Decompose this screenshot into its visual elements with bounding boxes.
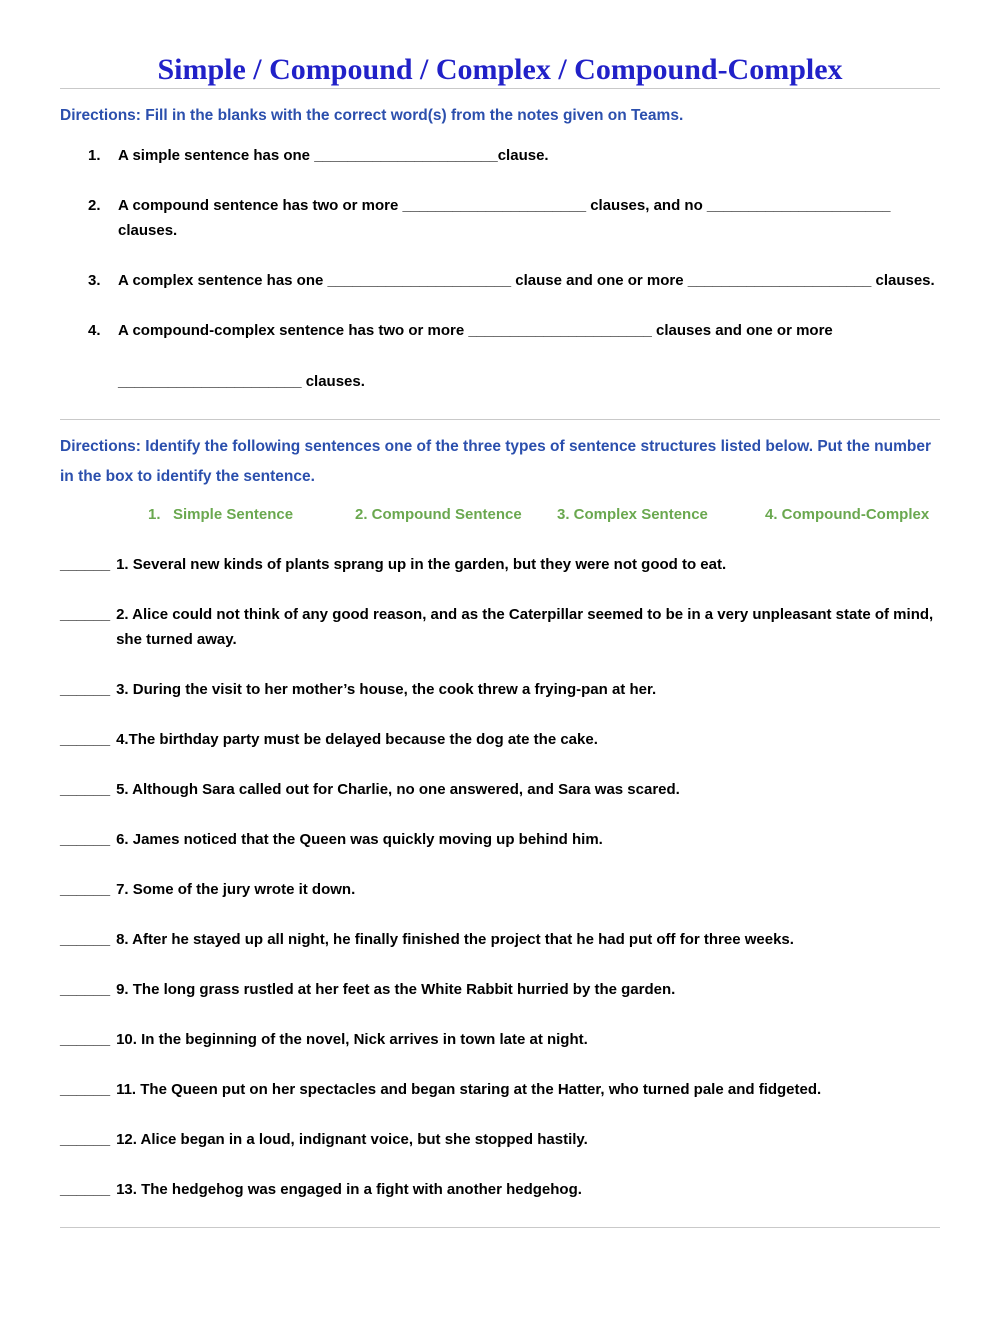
answer-blank[interactable]: ______ bbox=[60, 1131, 111, 1148]
answer-blank[interactable]: ______________________ bbox=[118, 373, 302, 390]
sentence-text: 7. Some of the jury wrote it down. bbox=[116, 881, 356, 898]
identify-item-6 bbox=[60, 827, 940, 852]
type-compound: 2. Compound Sentence bbox=[355, 506, 522, 523]
sentence-text: 4.The birthday party must be delayed because the dog ate the cake. bbox=[116, 731, 598, 748]
identify-directions: Directions: Identify the following sentences one of the three types of sentence structures listed below. Put the number in the box to identify the sentence. bbox=[60, 438, 932, 485]
answer-blank[interactable]: ______________________ bbox=[706, 197, 891, 214]
item-line-2 bbox=[118, 369, 940, 394]
identify-item-12 bbox=[60, 1127, 940, 1152]
sentence-text: 13. The hedgehog was engaged in a fight with another hedgehog. bbox=[116, 1181, 582, 1198]
answer-blank[interactable]: ______ bbox=[60, 556, 111, 573]
sentence-text: 5. Although Sara called out for Charlie, no one answered, and Sara was scared. bbox=[116, 781, 680, 798]
sentence-text: 2. Alice could not think of any good reason, and as the Caterpillar seemed to be in a very unpleasant state of mind, she turned away. bbox=[116, 606, 934, 648]
item-number: 1. bbox=[88, 147, 101, 164]
item-number: 3. bbox=[88, 272, 101, 289]
sentence-text: 10. In the beginning of the novel, Nick arrives in town late at night. bbox=[116, 1031, 588, 1048]
answer-blank[interactable]: ______________________ bbox=[687, 272, 872, 289]
type-complex: 3. Complex Sentence bbox=[557, 506, 708, 523]
sentence-text: 8. After he stayed up all night, he finally finished the project that he had put off for three weeks. bbox=[116, 931, 794, 948]
item-text bbox=[118, 143, 940, 168]
sentence-fragment: clauses. bbox=[871, 272, 935, 289]
identify-item-9 bbox=[60, 977, 940, 1002]
sentence-fragment: A complex sentence has one bbox=[118, 272, 328, 289]
item-line-1 bbox=[118, 318, 940, 343]
type-compound-complex: 4. Compound-Complex bbox=[765, 506, 930, 523]
sentence-text: 6. James noticed that the Queen was quickly moving up behind him. bbox=[116, 831, 603, 848]
item-line-2: clauses. bbox=[118, 222, 178, 239]
fill-item-1 bbox=[88, 143, 940, 168]
fill-item-4 bbox=[88, 318, 940, 394]
sentence-text: 1. Several new kinds of plants sprang up in the garden, but they were not good to eat. bbox=[116, 556, 727, 573]
type-simple: 1. Simple Sentence bbox=[148, 506, 294, 523]
answer-blank[interactable]: ______ bbox=[60, 881, 111, 898]
answer-blank[interactable]: ______ bbox=[60, 831, 111, 848]
identify-item-3 bbox=[60, 677, 940, 702]
answer-blank[interactable]: ______ bbox=[60, 731, 111, 748]
answer-blank[interactable]: ______ bbox=[60, 1081, 111, 1098]
worksheet-page bbox=[0, 52, 1000, 1228]
fill-item-2 bbox=[88, 193, 940, 243]
page-title: Simple / Compound / Complex / Compound-Complex bbox=[157, 53, 843, 86]
divider-middle bbox=[60, 419, 940, 420]
answer-blank[interactable]: ______________________ bbox=[314, 147, 498, 164]
fill-item-3 bbox=[88, 268, 940, 293]
sentence-fragment: clause. bbox=[497, 147, 549, 164]
identify-item-4 bbox=[60, 727, 940, 752]
item-text bbox=[118, 268, 940, 293]
identify-item-5 bbox=[60, 777, 940, 802]
item-text bbox=[118, 193, 940, 243]
answer-blank[interactable]: ______ bbox=[60, 1181, 111, 1198]
sentence-fragment: A compound sentence has two or more bbox=[118, 197, 403, 214]
sentence-fragment: clauses. bbox=[301, 373, 365, 390]
identify-item-11 bbox=[60, 1077, 940, 1102]
sentence-text: 11. The Queen put on her spectacles and began staring at the Hatter, who turned pale and fidgeted. bbox=[116, 1081, 822, 1098]
identify-item-7 bbox=[60, 877, 940, 902]
item-line-1 bbox=[118, 193, 940, 218]
item-text bbox=[118, 318, 940, 394]
sentence-fragment: clauses, and no bbox=[586, 197, 707, 214]
identify-item-8 bbox=[60, 927, 940, 952]
answer-blank[interactable]: ______ bbox=[60, 606, 111, 623]
answer-blank[interactable]: ______ bbox=[60, 681, 111, 698]
answer-blank[interactable]: ______________________ bbox=[402, 197, 587, 214]
answer-blank[interactable]: ______________________ bbox=[327, 272, 512, 289]
identify-item-2 bbox=[60, 602, 940, 652]
answer-blank[interactable]: ______ bbox=[60, 1031, 111, 1048]
identify-item-13 bbox=[60, 1177, 940, 1202]
fill-directions: Directions: Fill in the blanks with the correct word(s) from the notes given on Teams. bbox=[60, 107, 684, 124]
sentence-text: 9. The long grass rustled at her feet as the White Rabbit hurried by the garden. bbox=[116, 981, 676, 998]
answer-blank[interactable]: ______ bbox=[60, 981, 111, 998]
identify-item-1 bbox=[60, 552, 940, 577]
sentence-text: 3. During the visit to her mother’s house, the cook threw a frying-pan at her. bbox=[116, 681, 657, 698]
sentence-fragment: clauses and one or more bbox=[651, 322, 833, 339]
divider-top bbox=[60, 88, 940, 89]
sentence-fragment: A simple sentence has one bbox=[118, 147, 315, 164]
answer-blank[interactable]: ______ bbox=[60, 931, 111, 948]
sentence-fragment: A compound-complex sentence has two or more bbox=[118, 322, 469, 339]
answer-blank[interactable]: ______ bbox=[60, 781, 111, 798]
item-number: 2. bbox=[88, 197, 101, 214]
sentence-fragment: clause and one or more bbox=[511, 272, 688, 289]
answer-blank[interactable]: ______________________ bbox=[468, 322, 652, 339]
divider-bottom bbox=[60, 1227, 940, 1228]
sentence-type-legend bbox=[60, 504, 940, 526]
sentence-text: 12. Alice began in a loud, indignant voice, but she stopped hastily. bbox=[116, 1131, 588, 1148]
item-number: 4. bbox=[88, 322, 101, 339]
identify-item-10 bbox=[60, 1027, 940, 1052]
